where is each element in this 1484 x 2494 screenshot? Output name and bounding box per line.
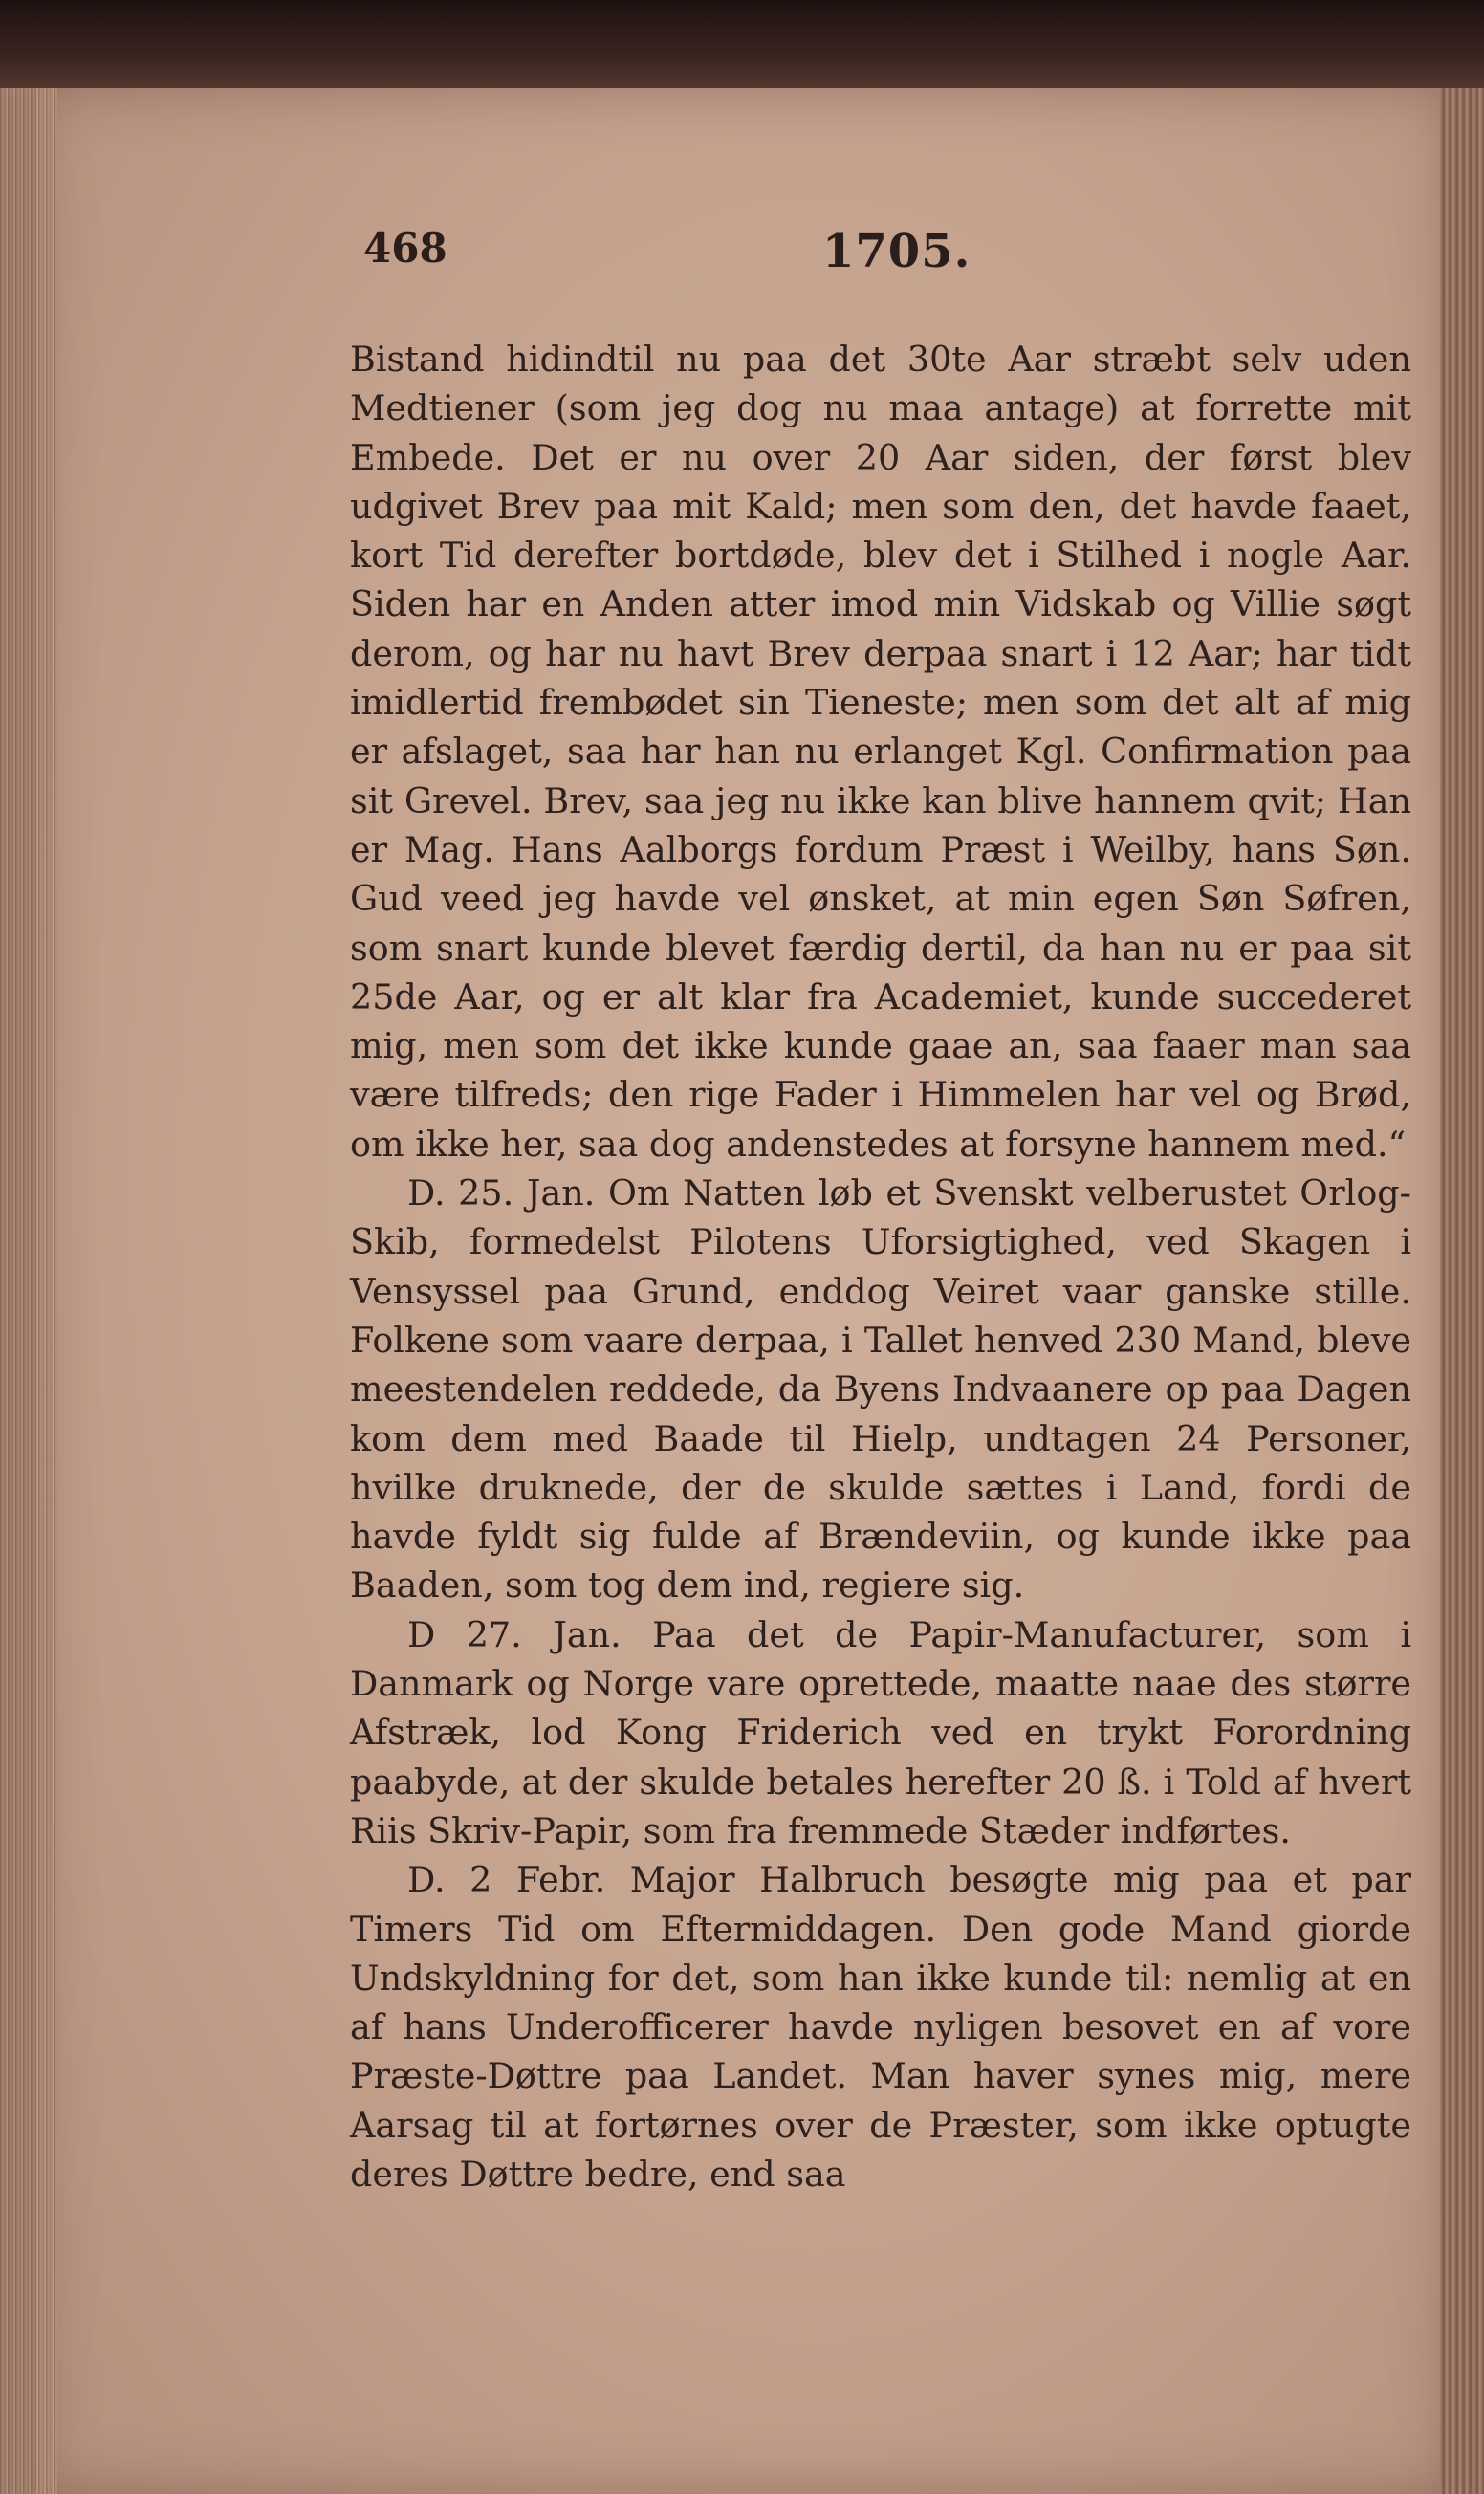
- running-head-year: 1705.: [822, 225, 971, 278]
- page-number: 468: [363, 225, 447, 272]
- page-stack-right-edge: [1440, 88, 1484, 2494]
- paragraph: D. 2 Febr. Major Halbruch besøgte mig paa et par Timers Tid om Eftermiddagen. Den gode Mand giorde Undskyldning for det, som han ikke kunde til: nemlig at en af hans Underofficerer havde nyligen besovet en af vore Præste-Døttre paa Landet. Man haver synes mig, mere Aarsag til at fortørnes over de Præster, som ikke optugte deres Døttre bedre, end saa: [350, 1859, 1411, 2195]
- paragraph: D. 25. Jan. Om Natten løb et Svenskt velberustet Orlog-Skib, formedelst Pilotens Uforsigtighed, ved Skagen i Vensyssel paa Grund, enddog Veiret vaar ganske stille. Folkene som vaare derpaa, i Tallet henved 230 Mand, bleve meestendelen reddede, da Byens Indvaanere op paa Dagen kom dem med Baade til Hielp, undtagen 24 Personer, hvilke druknede, der de skulde sættes i Land, fordi de havde fyldt sig fulde af Brændeviin, og kunde ikke paa Baaden, som tog dem ind, regiere sig.: [350, 1172, 1411, 1607]
- body-text: [350, 335, 1411, 2199]
- paragraph: D 27. Jan. Paa det de Papir-Manufacturer, som i Danmark og Norge vare oprettede, maatte naae des større Afstræk, lod Kong Friderich ved en trykt Forordning paabyde, at der skulde betales herefter 20 ß. i Told af hvert Riis Skriv-Papir, som fra fremmede Stæder indførtes.: [350, 1613, 1411, 1851]
- page-header: [363, 225, 1014, 282]
- paragraph: Bistand hidindtil nu paa det 30te Aar stræbt selv uden Medtiener (som jeg dog nu maa antage) at forrette mit Embede. Det er nu over 20 Aar siden, der først blev udgivet Brev paa mit Kald; men som den, det havde faaet, kort Tid derefter bortdøde, blev det i Stilhed i nogle Aar. Siden har en Anden atter imod min Vidskab og Villie søgt derom, og har nu havt Brev derpaa snart i 12 Aar; har tidt imidlertid frembødet sin Tieneste; men som det alt af mig er afslaget, saa har han nu erlanget Kgl. Confirmation paa sit Grevel. Brev, saa jeg nu ikke kan blive hannem qvit; Han er Mag. Hans Aalborgs fordum Præst i Weilby, hans Søn. Gud veed jeg havde vel ønsket, at min egen Søn Søfren, som snart kunde blevet færdig dertil, da han nu er paa sit 25de Aar, og er alt klar fra Academiet, kunde succederet mig, men som det ikke kunde gaae an, saa faaer man saa være tilfreds; den rige Fader i Himmelen har vel og Brød, om ikke her, saa dog andenstedes at forsyne hannem med.“: [350, 339, 1411, 1165]
- page-stack-left-edge: [0, 88, 57, 2494]
- book-binding-top: [0, 0, 1484, 96]
